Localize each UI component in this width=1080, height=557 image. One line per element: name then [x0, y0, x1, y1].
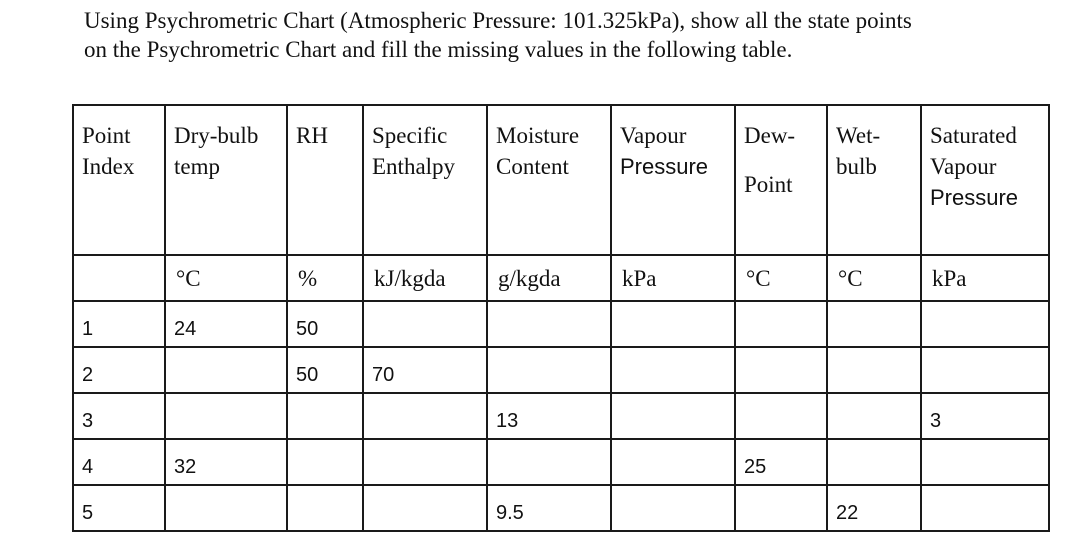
table-cell: [487, 347, 611, 393]
table-cell: [611, 439, 735, 485]
header-rh: RH: [287, 105, 363, 255]
table-cell: [363, 485, 487, 531]
question-line-1: Using Psychrometric Chart (Atmospheric Pressure: 101.325kPa), show all the state points: [84, 8, 912, 33]
table-cell: [827, 347, 921, 393]
table-cell: 1: [73, 301, 165, 347]
table-cell: [921, 485, 1049, 531]
unit-cell: °C: [827, 255, 921, 301]
unit-cell: °C: [735, 255, 827, 301]
table-cell: [363, 393, 487, 439]
table-cell: [165, 347, 287, 393]
unit-cell: g/kgda: [487, 255, 611, 301]
table-cell: 32: [165, 439, 287, 485]
table-cell: [611, 301, 735, 347]
unit-cell: kJ/kgda: [363, 255, 487, 301]
header-moisture-content: Moisture Content: [487, 105, 611, 255]
table-cell: [611, 485, 735, 531]
table-cell: [827, 301, 921, 347]
table-cell: 22: [827, 485, 921, 531]
table-row: [73, 393, 1049, 439]
header-saturated-vapour-pressure: Saturated Vapour Pressure: [921, 105, 1049, 255]
table-cell: [287, 485, 363, 531]
table-cell: [735, 347, 827, 393]
table-cell: [287, 393, 363, 439]
table-cell: [827, 393, 921, 439]
table-cell: 70: [363, 347, 487, 393]
unit-cell: kPa: [611, 255, 735, 301]
table-cell: 3: [921, 393, 1049, 439]
unit-cell: %: [287, 255, 363, 301]
unit-cell: kPa: [921, 255, 1049, 301]
table-cell: [735, 485, 827, 531]
table-cell: 50: [287, 347, 363, 393]
table-cell: [735, 301, 827, 347]
header-dry-bulb: Dry-bulb temp: [165, 105, 287, 255]
table-cell: [487, 439, 611, 485]
psychrometric-table: [72, 104, 1050, 532]
table-cell: 3: [73, 393, 165, 439]
header-vapour-pressure: Vapour Pressure: [611, 105, 735, 255]
table-cell: 25: [735, 439, 827, 485]
header-point-index: Point Index: [73, 105, 165, 255]
header-dew-point: Dew- Point: [735, 105, 827, 255]
table-cell: 9.5: [487, 485, 611, 531]
table-row: [73, 301, 1049, 347]
table-cell: [611, 347, 735, 393]
table-cell: [363, 439, 487, 485]
table-cell: 24: [165, 301, 287, 347]
unit-cell: [73, 255, 165, 301]
table-cell: [165, 393, 287, 439]
header-specific-enthalpy: Specific Enthalpy: [363, 105, 487, 255]
table-cell: 2: [73, 347, 165, 393]
header-row: [73, 105, 1049, 255]
table-cell: [921, 301, 1049, 347]
header-wet-bulb: Wet- bulb: [827, 105, 921, 255]
table-row: [73, 439, 1049, 485]
table-cell: [611, 393, 735, 439]
question-text: [84, 6, 912, 64]
table-cell: [487, 301, 611, 347]
table-row: [73, 485, 1049, 531]
question-line-2: on the Psychrometric Chart and fill the missing values in the following table.: [84, 37, 793, 62]
table-cell: 13: [487, 393, 611, 439]
table-row: [73, 347, 1049, 393]
table-cell: [363, 301, 487, 347]
table-cell: [921, 347, 1049, 393]
table-cell: 4: [73, 439, 165, 485]
table-cell: [287, 439, 363, 485]
units-row: [73, 255, 1049, 301]
table-cell: [921, 439, 1049, 485]
table-cell: [165, 485, 287, 531]
table-cell: 5: [73, 485, 165, 531]
unit-cell: °C: [165, 255, 287, 301]
table-cell: 50: [287, 301, 363, 347]
table-cell: [827, 439, 921, 485]
table-cell: [735, 393, 827, 439]
